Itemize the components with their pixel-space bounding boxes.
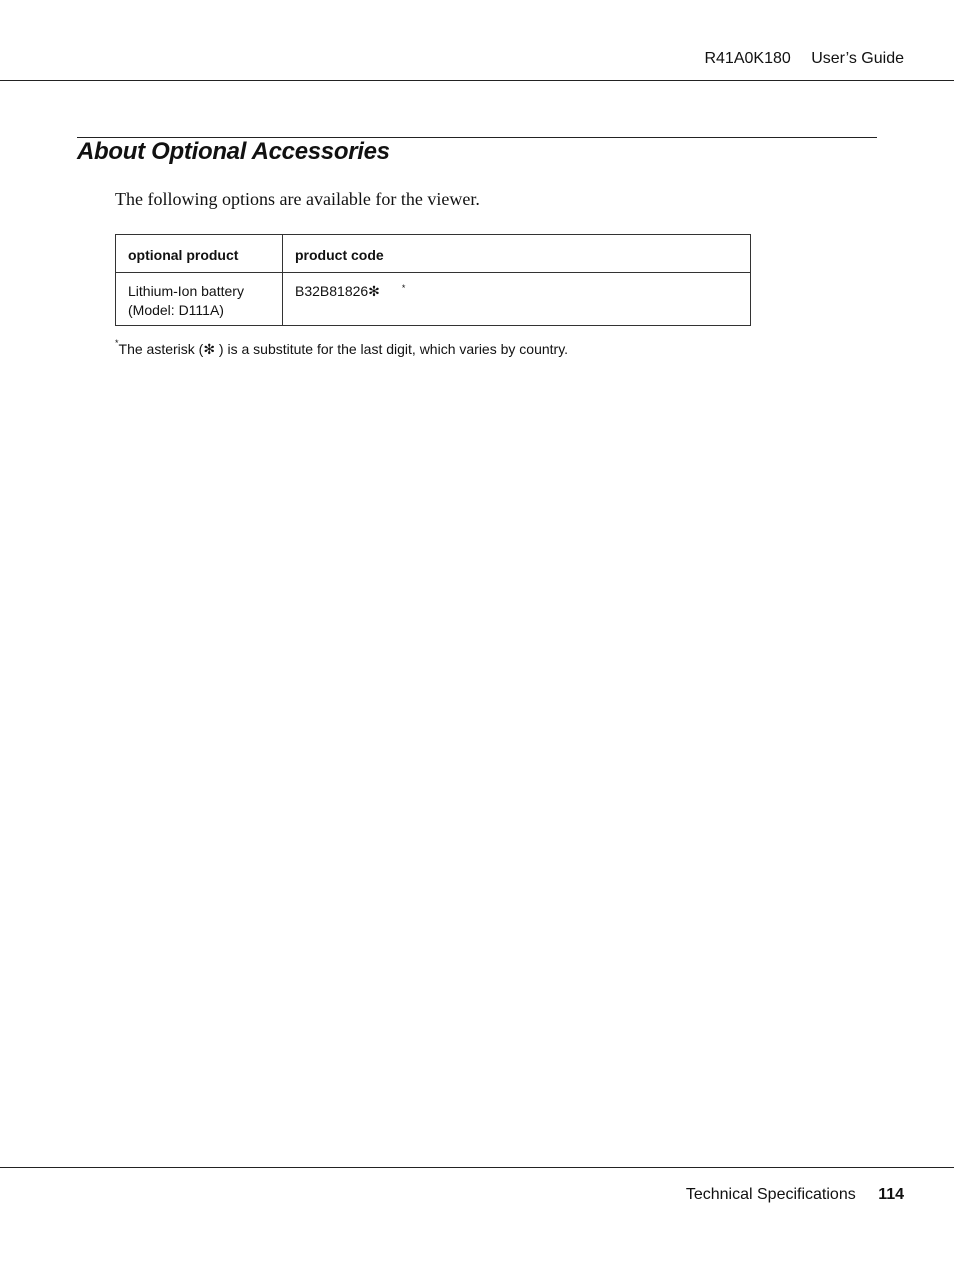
- footnote-reference: *: [401, 283, 406, 293]
- running-header: [704, 50, 904, 68]
- column-header-product: optional product: [116, 235, 283, 273]
- table-header-row: [116, 235, 751, 273]
- header-divider: [0, 80, 954, 81]
- chapter-name: Technical Specifications: [685, 1186, 856, 1203]
- footnote: [115, 338, 569, 358]
- product-model: (Model: D111A): [128, 302, 224, 318]
- section-title: About Optional Accessories: [77, 138, 390, 165]
- table-row: [116, 273, 751, 326]
- document-id: R41A0K180: [704, 50, 791, 67]
- footnote-text: The asterisk (✻ ) is a substitute for the last digit, which varies by country.: [118, 341, 569, 357]
- running-footer: [686, 1186, 904, 1204]
- code-cell: [283, 273, 751, 326]
- page-number: 114: [878, 1186, 904, 1203]
- intro-paragraph: The following options are available for the viewer.: [115, 189, 480, 209]
- footnote-mark: *: [115, 338, 119, 348]
- product-code: B32B81826✻: [295, 283, 380, 299]
- product-cell: [116, 273, 283, 326]
- footer-divider: [0, 1167, 954, 1168]
- column-header-code: product code: [283, 235, 751, 273]
- options-table: [115, 234, 751, 326]
- guide-title: User’s Guide: [811, 50, 904, 67]
- product-name: Lithium-Ion battery: [128, 283, 244, 299]
